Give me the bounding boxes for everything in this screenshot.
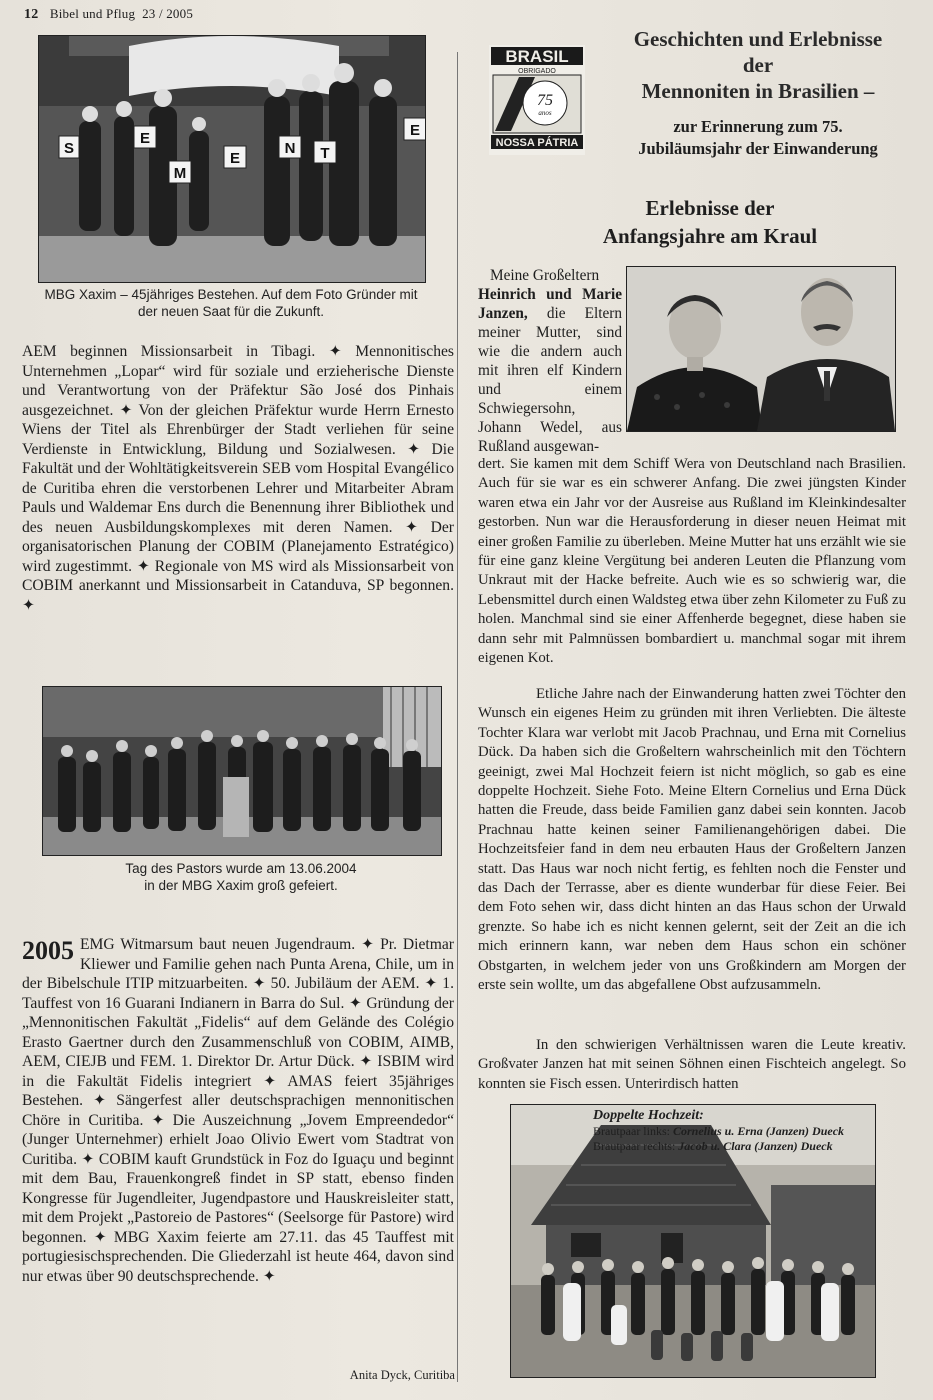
article-para-3: In den schwierigen Verhältnissen waren die Leute kreativ. Großvater Janzen hat mit seinen Söhnen einen Fischteich angelegt. So konnten sie Fisch essen. Unterirdisch hatten [478,1037,906,1092]
publication-name: Bibel und Pflug [49,6,136,21]
series-title-line-3: Mennoniten in Brasilien – [641,79,875,103]
article-para-1: dert. Sie kamen mit dem Schiff Wera von Deutschland nach Brasilien. Auch für sie war es ein schwerer Anfang. Die zwei jüngsten Kinder waren etwa ein Jahr vor der Ausreise aus Rußland im Kleinkindesalter gestorben. Nun war die Herausforderung in dieser neuen Heimat mit einer großen Familie zu überleben. Meine Mutter hat uns erzählt wie sie für eine ganz kleine Vergütung bei anderen Leuten die Pflanzung vom Unkraut mit der Hacke befreite. Auch wie es so schwierig war, die Lebensmittel durch einen Waldsteg etwa über zehn Kilometer zu Fuß zu holen. Manchmal sind sie einer Affenherde begegnet, diese haben sie dann sehr mit Palmnüssen bombardiert u. manchmal sogar mit ihrem eigenen Kot. [478,456,906,667]
wedding-line1-prefix: Brautpaar links: [593,1124,670,1138]
logo-top-text: BRASIL [505,47,569,66]
series-title [603,26,913,104]
letter-s: S [63,140,75,157]
intro-rest: die Eltern meiner Mutter, sind wie die andern auch mit ihren elf Kindern und einem Schwiegersohn, Johann Wedel, aus Rußland ausgewan- [478,305,622,455]
series-subtitle-line-1: zur Erinnerung zum 75. [673,117,843,136]
logo-number: 75 [537,92,553,109]
letter-m: M [173,165,187,182]
series-subtitle [603,116,913,160]
article-title [490,194,930,250]
wedding-caption-line-1 [593,1124,893,1139]
intro-names: Heinrich und Marie Janzen, [478,286,622,322]
section-2005-text: EMG Witmarsum baut neuen Jugendraum. ✦ Pr. Dietmar Kliewer und Familie gehen nach Punta Arena, Chile, um in der Bibelschule ITIP mitzuarbeiten. ✦ 50. Jubiläum der AEM. ✦ 1. Tauffest von 16 Guarani Indianern in Barra do Sul. ✦ Gründung der „Mennonitischen Fakultät „Fidelis“ auf dem Gelände des Colégio Erasto Gaertner durch den Zusammenschluß von COBIM, AIMB, AEM, CIEJB und FEM. 1. Direktor Dr. Artur Dück. ✦ ISBIM wird in die Fakultät Fidelis integriert ✦ AMAS feiert 35jähriges Bestehen. ✦ Sängerfest aller deutschsprachigen mennonitischen Chöre in Curitiba. ✦ Die Auszeichnung „Jovem Empreendedor“ (Junger Unternehmer) erhielt Joao Olivio Ewert vom Stadtrat von Curitiba. ✦ COBIM kauft Grundstück in Foz do Iguaçu und beginnt mit dem Bau, Frauenkongreß findet in SP statt, ebenso finden Kongresse für Jugendleiter, Jugendpastore und Hauskreisleiter statt, mit dem Projekt „Pastoreio de Pastores“ (Seelsorge für Pastore) wird begonnen. ✦ MBG Xaxim feierte am 27.11. das 45 Tauffest mit portugiesischsprechenden. Die Gliederzahl ist heute 464, davon sind nur etwas über 90 deutschsprechende. ✦ [22,936,454,1285]
section-2005 [22,935,454,1286]
article-title-line-2: Anfangsjahre am Kraul [602,224,818,248]
letter-t: T [320,145,330,162]
byline: Anita Dyck, Curitiba [349,1368,455,1382]
letter-e1: E [139,130,151,147]
year-heading-2005: 2005 [22,936,74,965]
series-subtitle-line-2: Jubiläumsjahr der Einwanderung [638,139,878,158]
wedding-line1-names: Cornelius u. Erna (Janzen) Dueck [672,1124,845,1138]
photo-tag-des-pastors [42,686,442,856]
wedding-caption-title: Doppelte Hochzeit: [593,1108,704,1123]
issue-number: 23 / 2005 [142,6,194,21]
wedding-photo-caption [593,1108,893,1154]
logo-sub-text: OBRIGADO [518,68,556,75]
intro-prefix: Meine Großeltern [490,267,600,284]
page-header [24,6,193,23]
letter-n: N [284,140,296,157]
letter-e2: E [229,150,241,167]
letter-e3: E [409,122,421,139]
series-title-line-2: der [742,53,774,77]
photo-tag-des-pastors-caption [42,860,440,894]
photo-mbg-xaxim-caption: MBG Xaxim – 45jähriges Bestehen. Auf dem Foto Gründer mit der neuen Saat für die Zukunft. [44,287,418,319]
photo-janzen-portrait [626,266,896,432]
caption-line-2: in der MBG Xaxim groß gefeiert. [144,878,338,893]
wedding-line2-names: Jacob u. Clara (Janzen) Dueck [678,1139,833,1153]
article-intro [478,266,622,456]
logo-bottom-text: NOSSA PÁTRIA [495,137,579,149]
logo-anos: anos [538,109,552,117]
photo-mbg-xaxim [38,35,426,283]
wedding-caption-line-2 [593,1139,893,1154]
caption-line-1: Tag des Pastors wurde am 13.06.2004 [125,861,357,876]
article-para-2: Etliche Jahre nach der Einwanderung hatten zwei Töchter den Wunsch ein eigenes Heim zu gründen mit ihren Verliebten. Die älteste Tochter Klara war verlobt mit Jacob Prachnau, und Erna mit Cornelius Dück. Da haben sich die Großeltern wahrscheinlich mit den Töchtern geeinigt, zwei Mal Hochzeit feiern ist nicht möglich, so gab es eine doppelte Hochzeit. Siehe Foto. Meine Eltern Cornelius und Erna Dück hatten die Freude, dass beide Familien ganz dabei sein konnten. Jacob Prachnau hatte keinen seiner Familienangehörigen dabei. Die Hochzeitsfeier fand in dem neu erbauten Haus der Großeltern Janzen statt. Das Haus war noch nicht fertig, es fehlten noch die Fenster und das Dach der Terrasse, aber es diente wunderbar für diese Feier. Bei dem Foto sehen wir, dass dicht hinten an das Haus schon der Urwald grenzte. So habe ich es nicht kennen gelernt, seit der Zeit an die ich mich erinnern kann, war neben dem Haus schon ein schöner Obstgarten, in welchem jeder von uns Großkindern am Morgen der erste sein wollte, um das abgefallene Obst aufzusammeln. [478,686,906,994]
brasil-75-logo [489,45,585,155]
left-paragraph-2004: AEM beginnen Missionsarbeit in Tibagi. ✦ Mennonitisches Unternehmen „Lopar“ wird für soziale und erzieherische Dienste und Verantwortung von der Präfektur São José dos Pinhais ausgezeichnet. ✦ Von der gleichen Präfektur wurde Herrn Ernesto Wiens der Titel als Ehrenbürger der Stadt verliehen für seine Verdienste in Entwicklung, Bildung und Sozialwesen. ✦ Die Fakultät und der Wohltätigkeitsverein SEB vom Hospital Evangélico de Curitiba ehren die verstorbenen Lehrer und Mitarbeiter Abram Pauls und Waldemar Ens durch die Benennung ihrer Bibliothek und des neuen Ausbildungskomplexes mit deren Namen. ✦ Der organisatorischen Planung der COBIM (Planejamento Estratégico) wird zugestimmt. ✦ Regionale von MS wird als Missionsarbeit von COBIM anerkannt und Missionsarbeit in Catanduva, SP begonnen. ✦ [22,343,454,614]
page-number: 12 [24,7,39,22]
article-title-line-1: Erlebnisse der [645,196,775,220]
series-title-line-1: Geschichten und Erlebnisse [633,27,883,51]
wedding-line2-prefix: Brautpaar rechts: [593,1139,676,1153]
column-divider [457,52,458,1382]
